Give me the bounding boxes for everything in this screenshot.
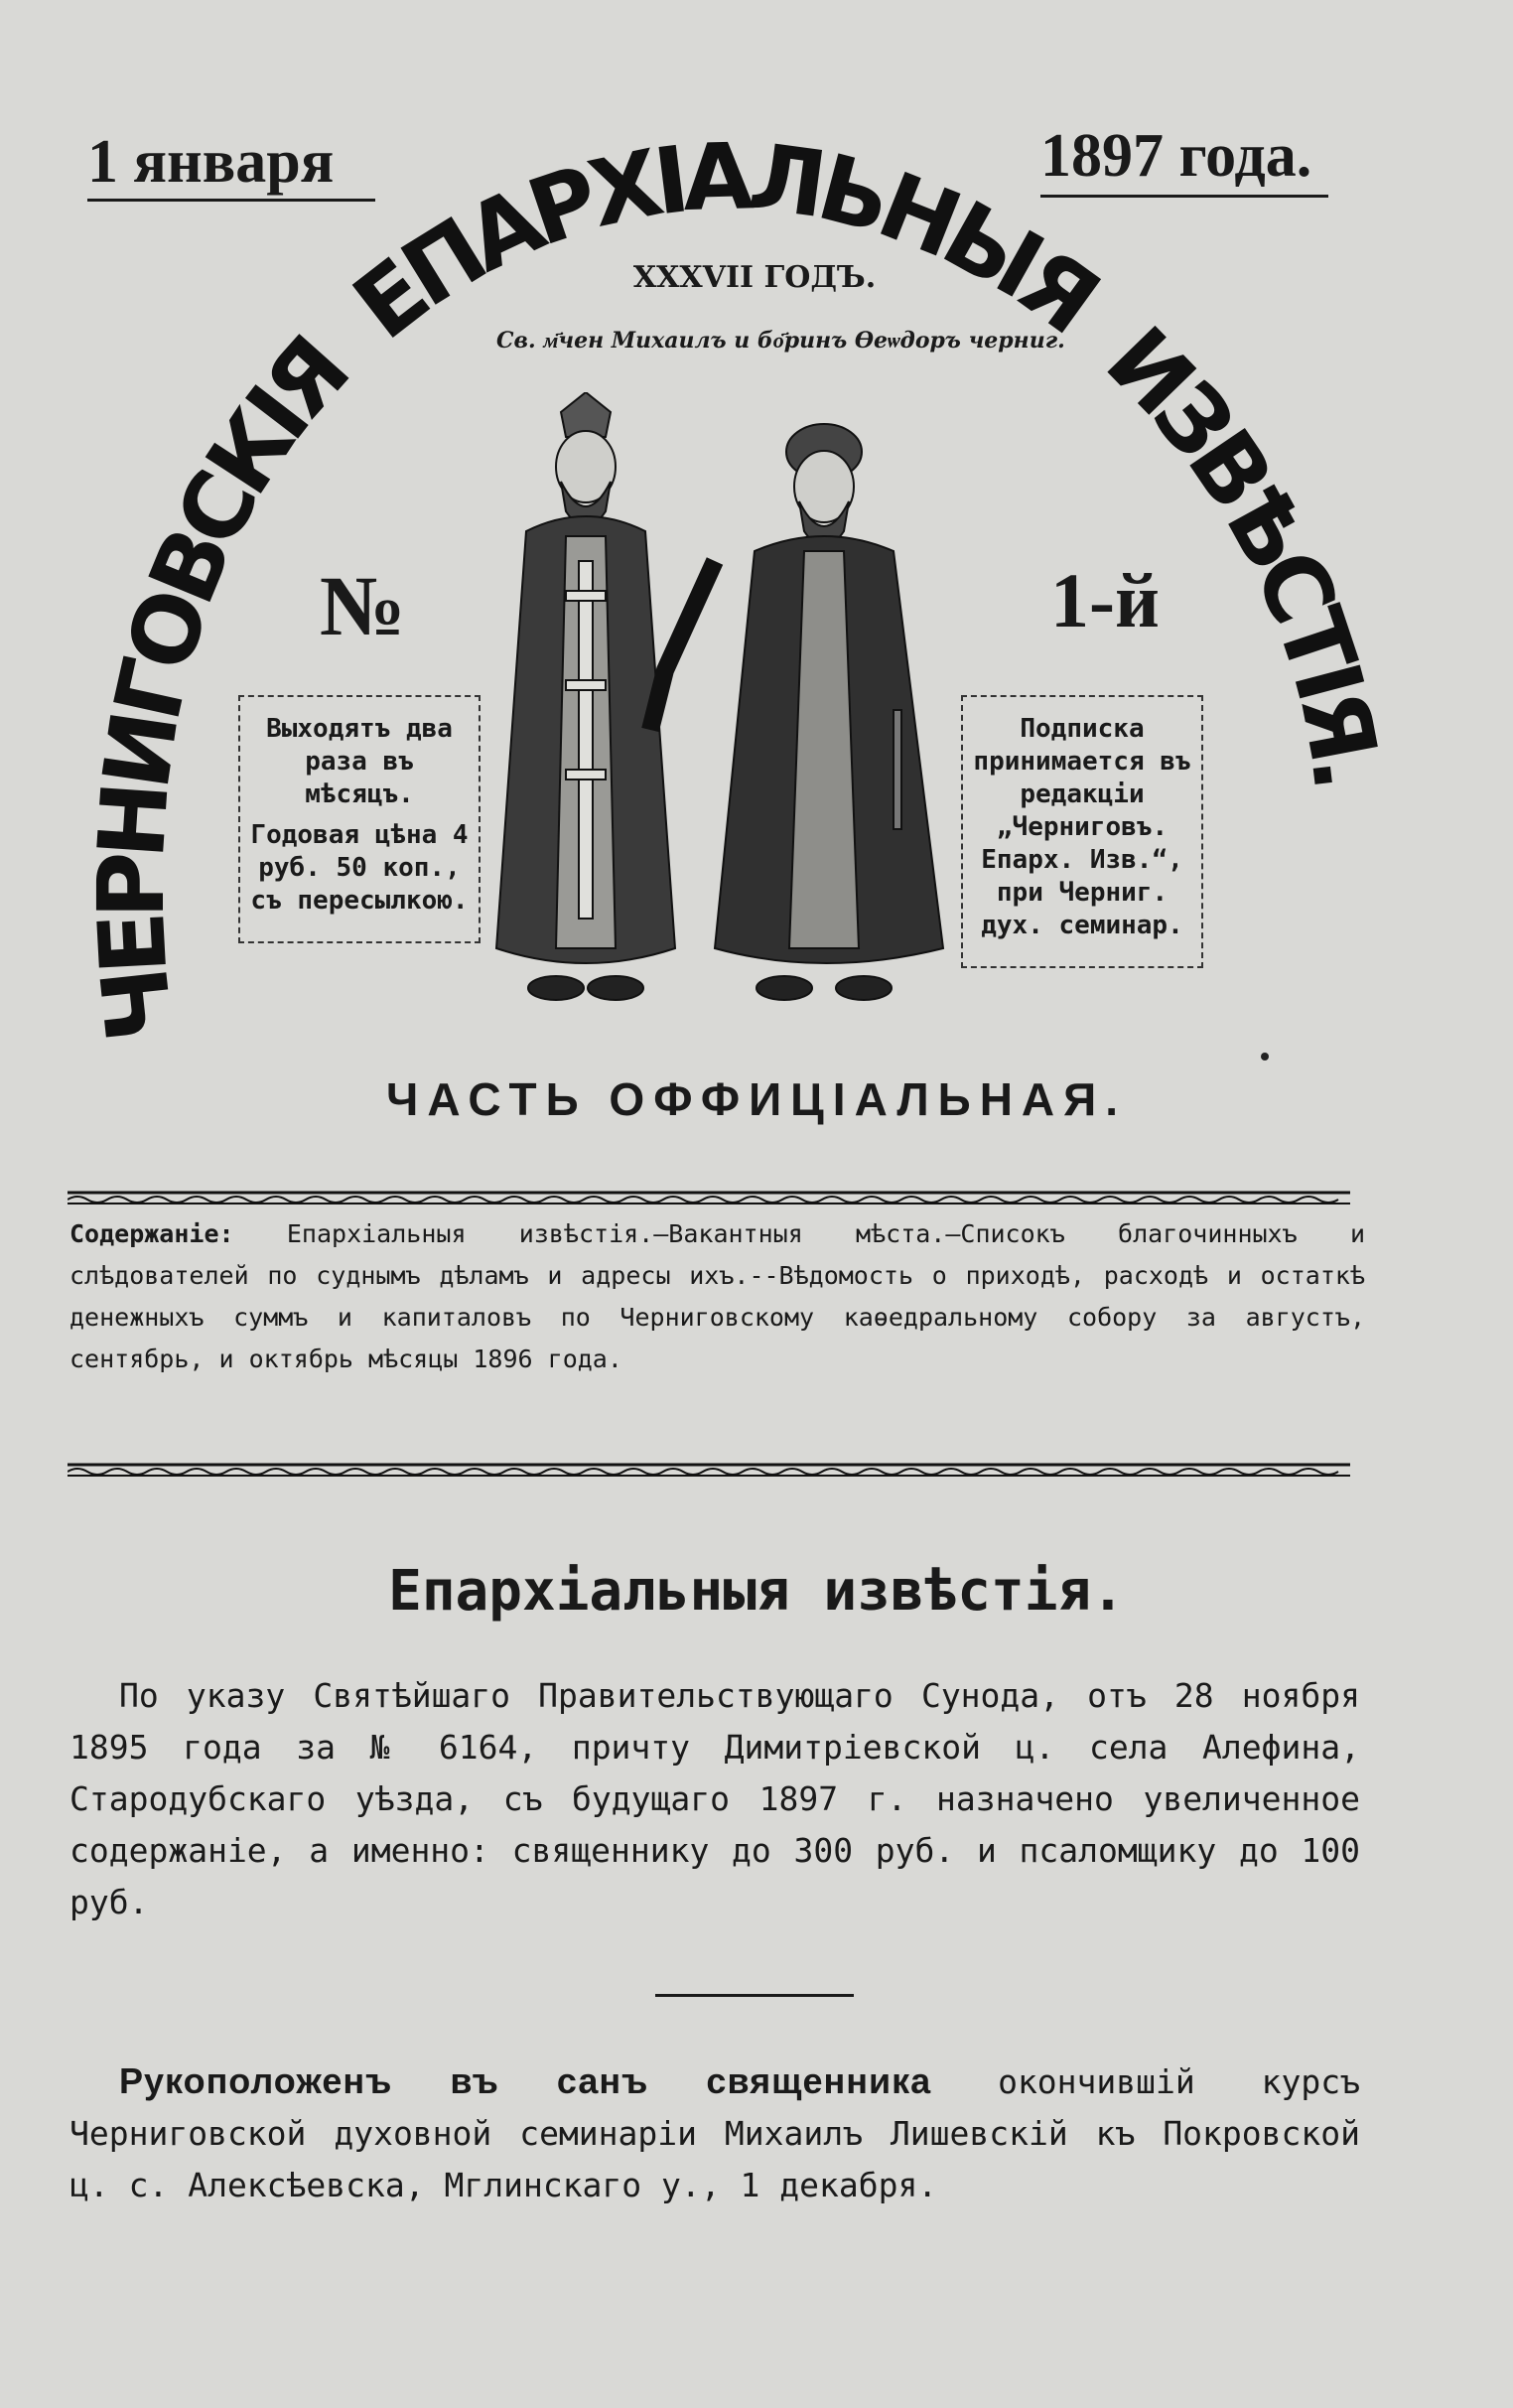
ordination-lead: Рукоположенъ въ санъ священника xyxy=(119,2060,932,2101)
saints-dedication: Св. м҃чен Михаилъ и бо҃ринъ Ѳеѡдоръ черниг. xyxy=(496,328,1065,354)
article-heading: Епархіальныя извѣстія. xyxy=(388,1559,1125,1624)
article-paragraph-2 xyxy=(69,2055,1360,2211)
section-heading: ЧАСТЬ ОФФИЦІАЛЬНАЯ. xyxy=(386,1073,1127,1125)
publication-info-box xyxy=(238,695,481,943)
title-arc-top: ЕПАРХІАЛЬНЫЯ xyxy=(334,123,1119,360)
issue-number: 1-й xyxy=(1050,557,1160,643)
subscription-note: Подписка принимается въ редакціи „Черниговъ. Епарх. Изв.“, при Черниг. дух. семинар. xyxy=(973,714,1191,940)
volume-year: XXXVII ГОДЪ. xyxy=(632,260,877,295)
price-note: Годовая цѣна 4 руб. 50 коп., съ пересылкою. xyxy=(250,820,469,916)
title-arc-right: ИЗВѢСТІЯ. xyxy=(1085,307,1401,796)
contents-text: Епархіальныя извѣстія.—Вакантныя мѣста.—Списокъ благочинныхъ и слѣдователей по суднымъ дѣламъ и адресы ихъ.--Вѣдомость о приходѣ, расходѣ и остаткѣ денежныхъ суммъ и капиталовъ по Черниговскому каѳедральному собору за августъ, сентябрь, и октябрь мѣсяцы 1896 года. xyxy=(69,1219,1365,1373)
frequency-note: Выходятъ два раза въ мѣсяцъ. xyxy=(266,714,453,809)
saints-illustration-icon xyxy=(467,392,1042,1018)
article-paragraph-1: По указу Святѣйшаго Правительствующаго Сунода, отъ 28 ноября 1895 года за № 6164, причту Димитріевской ц. села Алефина, Стародубскаго уѣзда, съ будущаго 1897 г. назначено увеличенное содержаніе, а именно: священнику до 300 руб. и псаломщику до 100 руб. xyxy=(69,1676,1360,1921)
issue-year: 1897 года. xyxy=(1040,122,1312,190)
subscription-info-box xyxy=(961,695,1203,968)
contents-label: Содержаніе: xyxy=(69,1219,234,1248)
ordination-text: окончившій курсъ Черниговской духовной семинаріи Михаилъ Лишевскій къ Покровской ц. с. Алексѣевска, Мглинскаго у., 1 декабря. xyxy=(69,2062,1360,2204)
title-arc-left: ЧЕРНИГОВСКІЯ xyxy=(77,315,371,1047)
ornament-divider-top xyxy=(68,1190,1350,1205)
table-of-contents xyxy=(69,1213,1365,1380)
issue-date: 1 января xyxy=(87,128,335,196)
paragraph-divider xyxy=(655,1994,854,1997)
ornament-divider-bottom xyxy=(68,1462,1350,1478)
number-sign: № xyxy=(320,558,406,653)
title-period-dot xyxy=(1261,1053,1269,1061)
